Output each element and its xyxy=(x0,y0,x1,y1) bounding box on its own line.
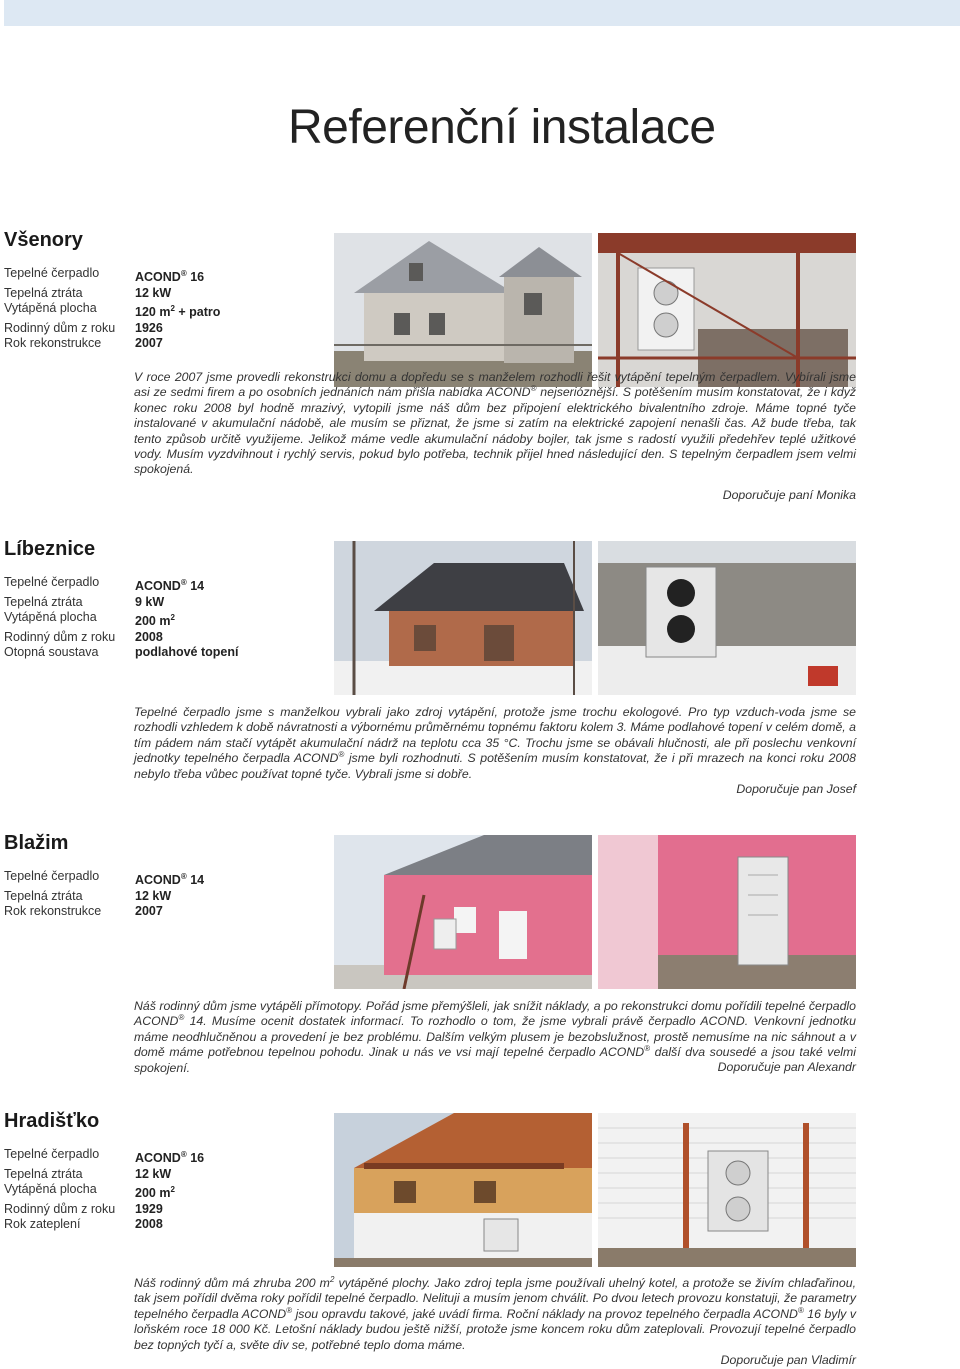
spec-row xyxy=(4,1217,204,1232)
spec-label: Vytápěná plocha xyxy=(4,609,97,624)
spec-label: Tepelné čerpadlo xyxy=(4,869,100,883)
spec-row xyxy=(4,1202,204,1217)
spec-label: Vytápěná plocha xyxy=(4,1181,97,1196)
spec-list xyxy=(4,575,238,660)
spec-label: Tepelná ztráta xyxy=(4,285,83,300)
spec-value: ACOND® 14 xyxy=(135,872,205,888)
spec-label: Tepelné čerpadlo xyxy=(4,575,100,589)
section-title: Líbeznice xyxy=(4,538,96,560)
spec-value: podlahové topení xyxy=(135,644,239,659)
house-photo-icon xyxy=(334,541,592,695)
spec-label: Tepelná ztráta xyxy=(4,1166,83,1181)
spec-label: Rodinný dům z roku xyxy=(4,629,116,644)
spec-value: 2008 xyxy=(135,1216,163,1231)
spec-label: Tepelné čerpadlo xyxy=(4,266,100,280)
spec-label: Vytápěná plocha xyxy=(4,300,97,315)
spec-row xyxy=(4,630,238,645)
spec-row xyxy=(4,301,220,321)
spec-value: 2007 xyxy=(135,335,163,350)
spec-value: 9 kW xyxy=(135,594,165,609)
heat-pump-photo-icon xyxy=(598,835,856,989)
spec-value: 2008 xyxy=(135,629,163,644)
spec-label: Rok rekonstrukce xyxy=(4,335,102,350)
spec-row xyxy=(4,1182,204,1202)
spec-label: Rodinný dům z roku xyxy=(4,1201,116,1216)
spec-row xyxy=(4,889,204,904)
spec-row xyxy=(4,266,220,286)
spec-row xyxy=(4,904,204,919)
page-title: Referenční instalace xyxy=(288,101,716,154)
section-title: Všenory xyxy=(4,229,83,251)
house-photo-icon xyxy=(334,1113,592,1267)
spec-value: ACOND® 16 xyxy=(135,1150,205,1166)
spec-value: 2007 xyxy=(135,903,163,918)
top-color-band xyxy=(4,0,960,26)
testimonial-text: V roce 2007 jsme provedli rekonstrukci domu a dopředu se s manželem rozhodli řešit vytápění tepelným čerpadlem. Vybírali jsme asi ze sedmi firem a po osobních jednáních nám přišla nabídka ACOND® nejserióznější. S potěšením musím konstatovat, že i když konec roku 2008 byl hodně mrazivý, vytopili jsme náš dům bez připojení elektrického bivalentního zdroje. Máme topné tyče instalované v akumulační nádobě, ale musím se přiznat, že jsme si zatím na elektrické zapojení nenašli čas. Až bude třeba, tak tento způsob určitě využijeme. Jelikož máme vedle akumulační nádoby bojler, tak jsme s radostí využili předehřev teplé užitkové vody. Musím vyzdvihnout i rychlý servis, pokud bylo potřeba, technik přijel hned následující den. S tepelným čerpadlem jsem velmi spokojená. xyxy=(134,370,856,477)
spec-row xyxy=(4,1147,204,1167)
spec-row xyxy=(4,321,220,336)
recommendation: Doporučuje pan Vladimír xyxy=(720,1353,856,1367)
spec-value: 120 $m^2$ + patro xyxy=(135,303,221,320)
spec-label: Tepelná ztráta xyxy=(4,888,83,903)
spec-label: Otopná soustava xyxy=(4,644,99,659)
spec-value: 12 kW xyxy=(135,888,172,903)
recommendation: Doporučuje paní Monika xyxy=(722,488,856,502)
spec-value: 1926 xyxy=(135,320,163,335)
recommendation: Doporučuje pan Alexandr xyxy=(717,1060,856,1074)
spec-value: ACOND® 16 xyxy=(135,269,205,285)
spec-row xyxy=(4,595,238,610)
spec-label: Tepelné čerpadlo xyxy=(4,1147,100,1161)
section-title: Hradišťko xyxy=(4,1110,100,1132)
spec-label: Rok zateplení xyxy=(4,1216,81,1231)
spec-row xyxy=(4,336,220,351)
recommendation: Doporučuje pan Josef xyxy=(736,782,856,796)
spec-row xyxy=(4,1167,204,1182)
testimonial-text: Náš rodinný dům jsme vytápěli přímotopy. Pořád jsme přemýšleli, jak snížit náklady, a po rekonstrukci domu pořídili tepelné čerpadlo ACOND® 14. Musíme ocenit dostatek informací. To rozhodlo o tom, že jsme vybrali právě čerpadlo ACOND. Venkovní jednotku máme neodhlučněnou a provedení je bez problému. Dalším velkým plusem je bezobslužnost, prostě nemusíme na nic sáhnout a v domě máme potřebnou tepelnou pohodu. Jinak u nás ve vsi mají tepelné čerpadlo ACOND® další dva sousedé a jsou také velmi spokojení. xyxy=(134,999,856,1075)
spec-label: Rodinný dům z roku xyxy=(4,320,116,335)
spec-row xyxy=(4,610,238,630)
spec-label: Tepelná ztráta xyxy=(4,594,83,609)
spec-value: 12 kW xyxy=(135,285,172,300)
heat-pump-photo-icon xyxy=(598,541,856,695)
spec-label: Rok rekonstrukce xyxy=(4,903,102,918)
spec-value: 200 $m^2$ xyxy=(135,612,175,629)
house-photo-icon xyxy=(334,835,592,989)
spec-value: 1929 xyxy=(135,1201,163,1216)
testimonial-text: Tepelné čerpadlo jsme s manželkou vybrali jako zdroj vytápění, protože jsme trochu ekologové. Pro typ vzduch-voda jsme se rozhodli vzhledem k době návratnosti a výbornému průměrnému topnému faktoru kolem 3. Máme podlahové topení v celém domě, a tím pádem nám stačí vytápět akumulační nádrž na teplotu cca 35 °C. Trochu jsme se obávali hlučnosti, ale při poslechu venkovní jednotky tepelného čerpadla ACOND® jsme byli rozhodnuti. S potěšením musím konstatovat, že i při mrazech na konci roku 2008 nebylo třeba vůbec používat topné tyče. Vybrali jsme si dobře. xyxy=(134,705,856,781)
heat-pump-photo-icon xyxy=(598,1113,856,1267)
spec-list xyxy=(4,266,220,351)
spec-row xyxy=(4,575,238,595)
spec-row xyxy=(4,645,238,660)
spec-value: ACOND® 14 xyxy=(135,578,205,594)
section-title: Blažim xyxy=(4,832,69,854)
spec-value: 200 $m^2$ xyxy=(135,1184,175,1201)
spec-list xyxy=(4,869,204,919)
spec-row xyxy=(4,286,220,301)
house-photo-icon xyxy=(334,233,592,387)
spec-list xyxy=(4,1147,204,1232)
heat-pump-photo-icon xyxy=(598,233,856,387)
spec-row xyxy=(4,869,204,889)
spec-value: 12 kW xyxy=(135,1166,172,1181)
testimonial-text: Náš rodinný dům má zhruba 200 $m^2$ vytápěné plochy. Jako zdroj tepla jsme používali uhelný kotel, a protože se živím chlaďařinou, tak jsem pořídil dvěma roky pořídil tepelné čerpadlo. Nelituji a musím jenom chválit. Po dvou letech provozu konstatuji, že parametry tepelného čerpadla ACOND® jsou opravdu takové, jaké uvádí firma. Roční náklady na provoz tepelného čerpadla ACOND® 16 byly v loňském roce 18 000 Kč. Letošní náklady budou ještě nižší, protože jsme koncem roku dům zateplovali. Provozují tepelné čerpadlo bez topných tyčí a, světe div se, potřebné teplo doma máme. xyxy=(134,1274,856,1352)
